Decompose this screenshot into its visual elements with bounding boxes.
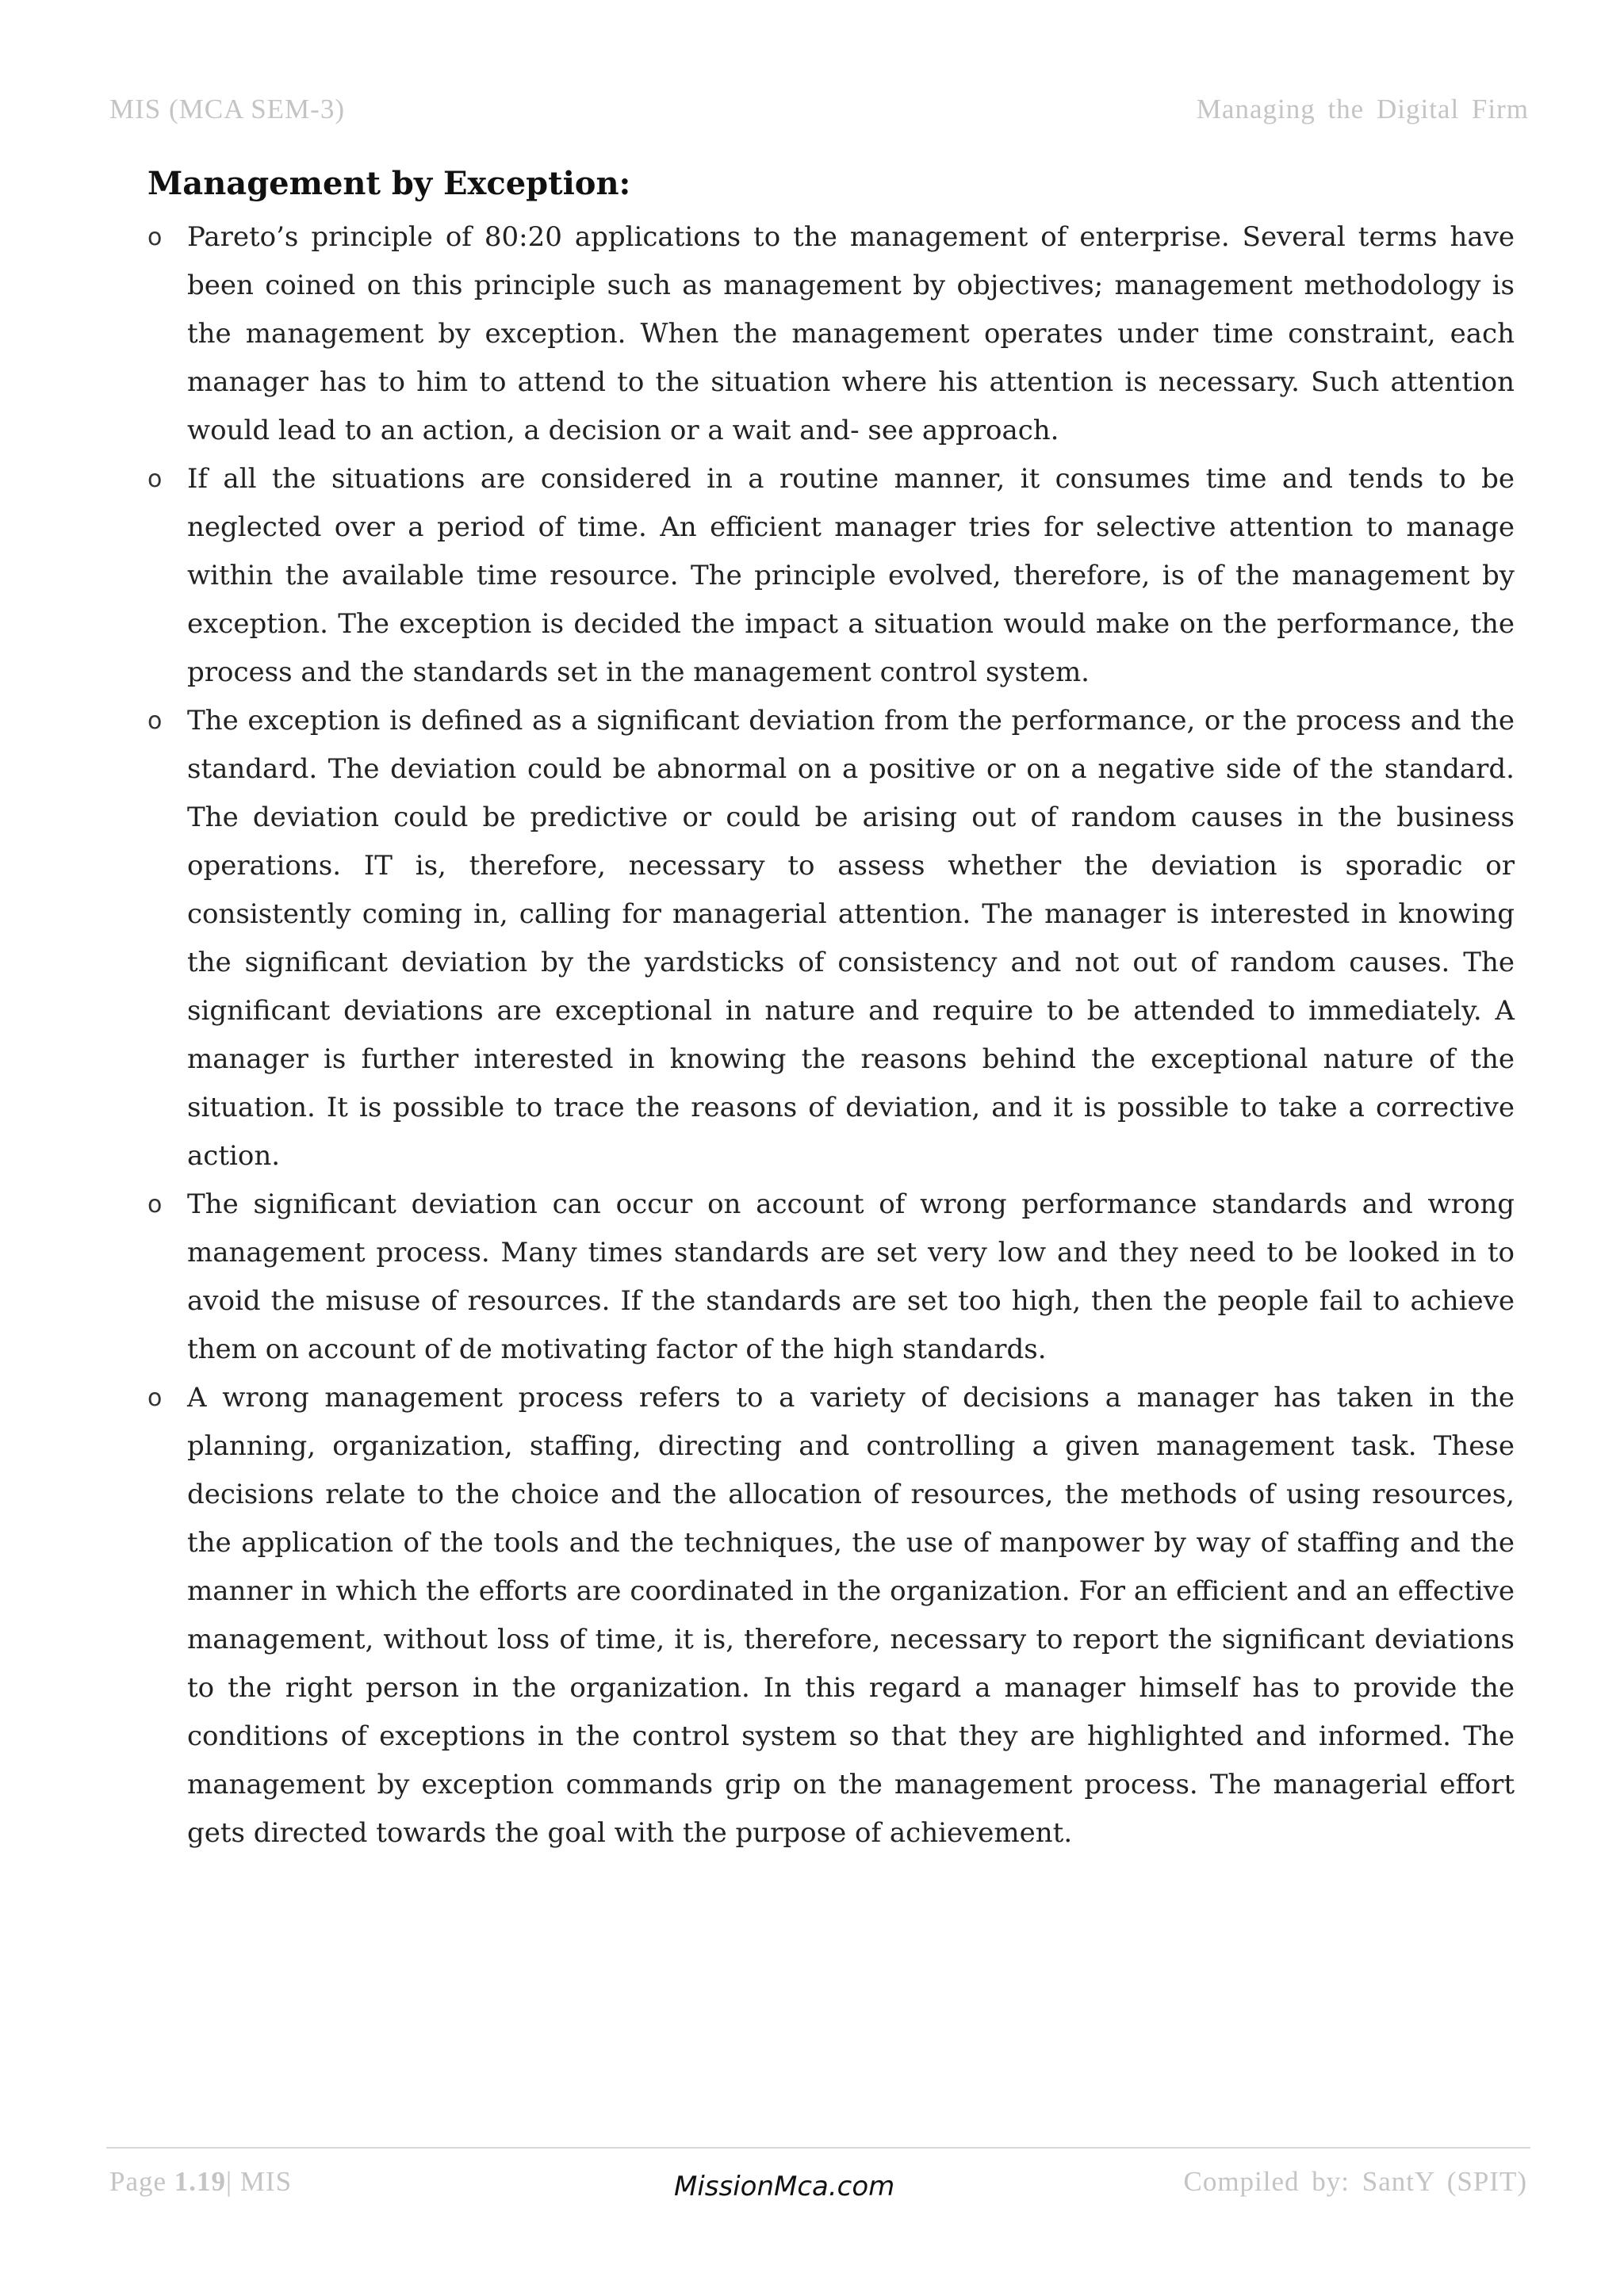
paragraph-text: If all the situations are considered in a routine manner, it consumes time and tends to be neglected over a period of time. An efficient manager tries for selective attention to manage within the available time resource. The principle evolved, therefore, is of the management by exception. The exception is decided the impact a situation would make on the performance, the process and the standards set in the management control system. <box>187 463 1515 688</box>
bullet-marker: o <box>147 707 163 735</box>
list-item <box>147 697 1515 1181</box>
list-item <box>147 1181 1515 1374</box>
bullet-marker: o <box>147 465 163 493</box>
footer-page-number: 1.19 <box>174 2166 227 2197</box>
bullet-marker: o <box>147 1384 163 1412</box>
bullet-list <box>147 213 1515 1858</box>
page-footer <box>106 2147 1530 2212</box>
list-item <box>147 1374 1515 1858</box>
page-header <box>109 94 1529 133</box>
page-content <box>147 165 1515 1858</box>
paragraph-text: The significant deviation can occur on account of wrong performance standards and wrong management process. Many times standards are set very low and they need to be looked in to avoid the misuse of resources. If the standards are set too high, then the people fail to achieve them on account of de motivating factor of the high standards. <box>187 1188 1515 1365</box>
bullet-marker: o <box>147 1191 163 1219</box>
footer-compiled-by: Compiled by: SantY (SPIT) <box>1183 2166 1527 2197</box>
header-course: MIS (MCA SEM-3) <box>109 94 345 124</box>
section-title: Management by Exception: <box>147 165 631 202</box>
footer-page-suffix: | MIS <box>226 2166 293 2197</box>
footer-page-label <box>109 2166 292 2198</box>
paragraph-text: The exception is defined as a significant deviation from the performance, or the process and the standard. The deviation could be abnormal on a positive or on a negative side of the standard. The deviation could be predictive or could be arising out of random causes in the business operations. IT is, therefore, necessary to assess whether the deviation is sporadic or consistently coming in, calling for managerial attention. The manager is interested in knowing the significant deviation by the yardsticks of consistency and not out of random causes. The significant deviations are exceptional in nature and require to be attended to immediately. A manager is further interested in knowing the reasons behind the exceptional nature of the situation. It is possible to trace the reasons of deviation, and it is possible to take a corrective action. <box>187 705 1515 1172</box>
paragraph-text: A wrong management process refers to a variety of decisions a manager has taken in the planning, organization, staffing, directing and controlling a given management task. These decisions relate to the choice and the allocation of resources, the methods of using resources, the application of the tools and the techniques, the use of manpower by way of staffing and the manner in which the efforts are coordinated in the organization. For an efficient and an effective management, without loss of time, it is, therefore, necessary to report the significant deviations to the right person in the organization. In this regard a manager himself has to provide the conditions of exceptions in the control system so that they are highlighted and informed. The management by exception commands grip on the management process. The managerial effort gets directed towards the goal with the purpose of achievement. <box>187 1382 1515 1849</box>
paragraph-text: Pareto’s principle of 80:20 applications to the management of enterprise. Several terms have been coined on this principle such as management by objectives; management methodology is the management by exception. When the management operates under time constraint, each manager has to him to attend to the situation where his attention is necessary. Such attention would lead to an action, a decision or a wait and- see approach. <box>187 221 1515 446</box>
footer-brand-logo: MissionMca.com <box>674 2171 895 2202</box>
list-item <box>147 455 1515 697</box>
footer-page-prefix: Page <box>109 2166 174 2197</box>
list-item <box>147 213 1515 455</box>
header-chapter: Managing the Digital Firm <box>1196 94 1529 124</box>
bullet-marker: o <box>147 224 163 251</box>
